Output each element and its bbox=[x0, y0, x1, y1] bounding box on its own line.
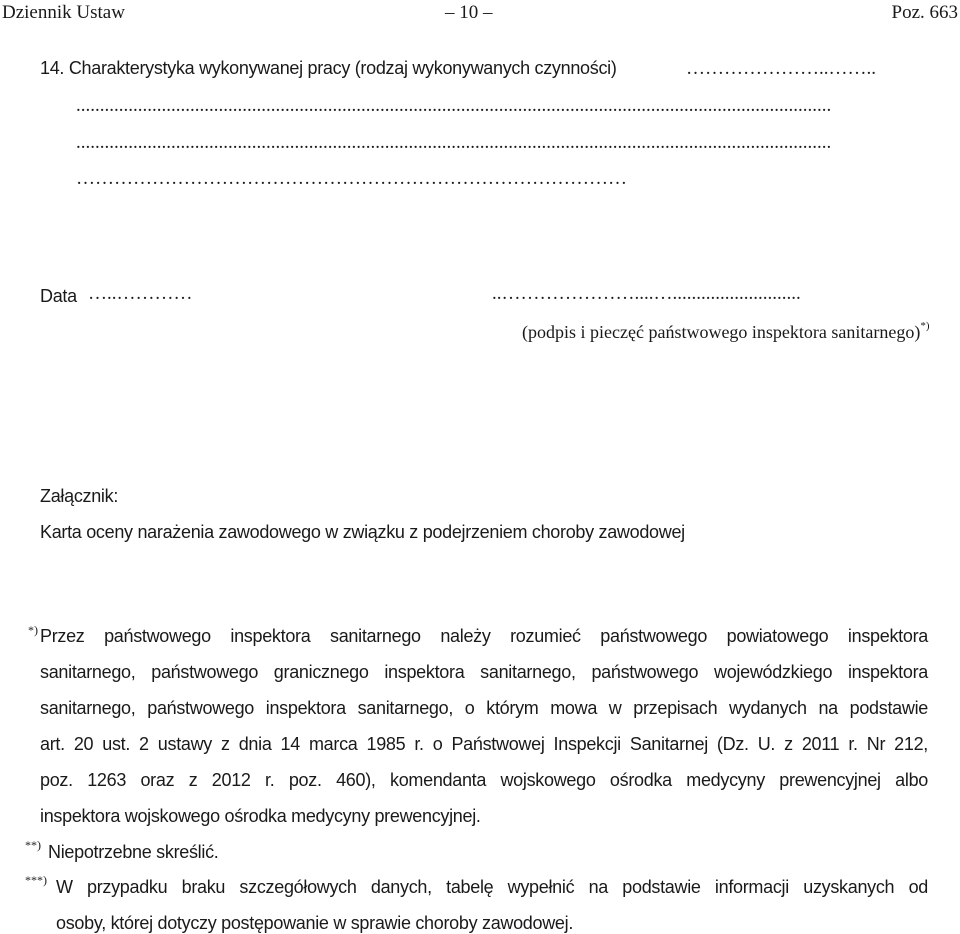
footnote-1-line-4: art. 20 ust. 2 ustawy z dnia 14 marca 1985 r. o Państwowej Inspekcji Sanitarnej (Dz. U. z 2011 r. Nr 212, bbox=[40, 734, 928, 754]
signature-caption-mark: *) bbox=[920, 320, 930, 332]
journal-title: Dziennik Ustaw bbox=[2, 2, 125, 23]
item-14-dots-1: …………………..…….. bbox=[686, 58, 876, 79]
footnote-2-text: Niepotrzebne skreślić. bbox=[48, 842, 219, 862]
attachment-title: Karta oceny narażenia zawodowego w związku z podejrzeniem choroby zawodowej bbox=[40, 522, 685, 542]
footnote-3-line-2: osoby, której dotyczy postępowanie w sprawie choroby zawodowej. bbox=[56, 913, 574, 933]
page-number: – 10 – bbox=[445, 2, 493, 23]
item-14-label: 14. Charakterystyka wykonywanej pracy (rodzaj wykonywanych czynności) bbox=[40, 58, 617, 78]
signature-caption bbox=[522, 322, 930, 343]
signature-caption-text: (podpis i pieczęć państwowego inspektora sanitarnego) bbox=[522, 322, 921, 342]
signature-dots: ..…………………....…........................... bbox=[492, 283, 801, 304]
date-label: Data bbox=[40, 286, 77, 306]
position-number: Poz. 663 bbox=[891, 2, 958, 23]
footnote-1-line-6: inspektora wojskowego ośrodka medycyny prewencyjnej. bbox=[40, 806, 481, 826]
attachment-label: Załącznik: bbox=[40, 486, 119, 506]
footnote-1-line-2: sanitarnego, państwowego granicznego inspektora sanitarnego, państwowego wojewódzkiego inspektora bbox=[40, 662, 928, 682]
item-14-dots-3: ............................................................................................................................................................... bbox=[76, 132, 832, 153]
date-dots: …..………… bbox=[88, 283, 193, 304]
footnote-1-line-5: poz. 1263 oraz z 2012 r. poz. 460), komendanta wojskowego ośrodka medycyny prewencyjnej albo bbox=[40, 770, 928, 790]
footnote-2-mark: **) bbox=[25, 838, 41, 852]
footnote-1-mark: *) bbox=[28, 623, 38, 637]
footnote-3-line-1: W przypadku braku szczegółowych danych, tabelę wypełnić na podstawie informacji uzyskanych od bbox=[56, 877, 928, 897]
footnote-3-mark: ***) bbox=[25, 873, 47, 887]
item-14-dots-4: …………………………………………………………………………… bbox=[76, 168, 627, 189]
footnote-1-line-3: sanitarnego, państwowego inspektora sanitarnego, o którym mowa w przepisach wydanych na podstawie bbox=[40, 698, 928, 718]
footnote-1-line-1: Przez państwowego inspektora sanitarnego należy rozumieć państwowego powiatowego inspektora bbox=[40, 626, 928, 646]
item-14-dots-2: ............................................................................................................................................................... bbox=[76, 95, 832, 116]
